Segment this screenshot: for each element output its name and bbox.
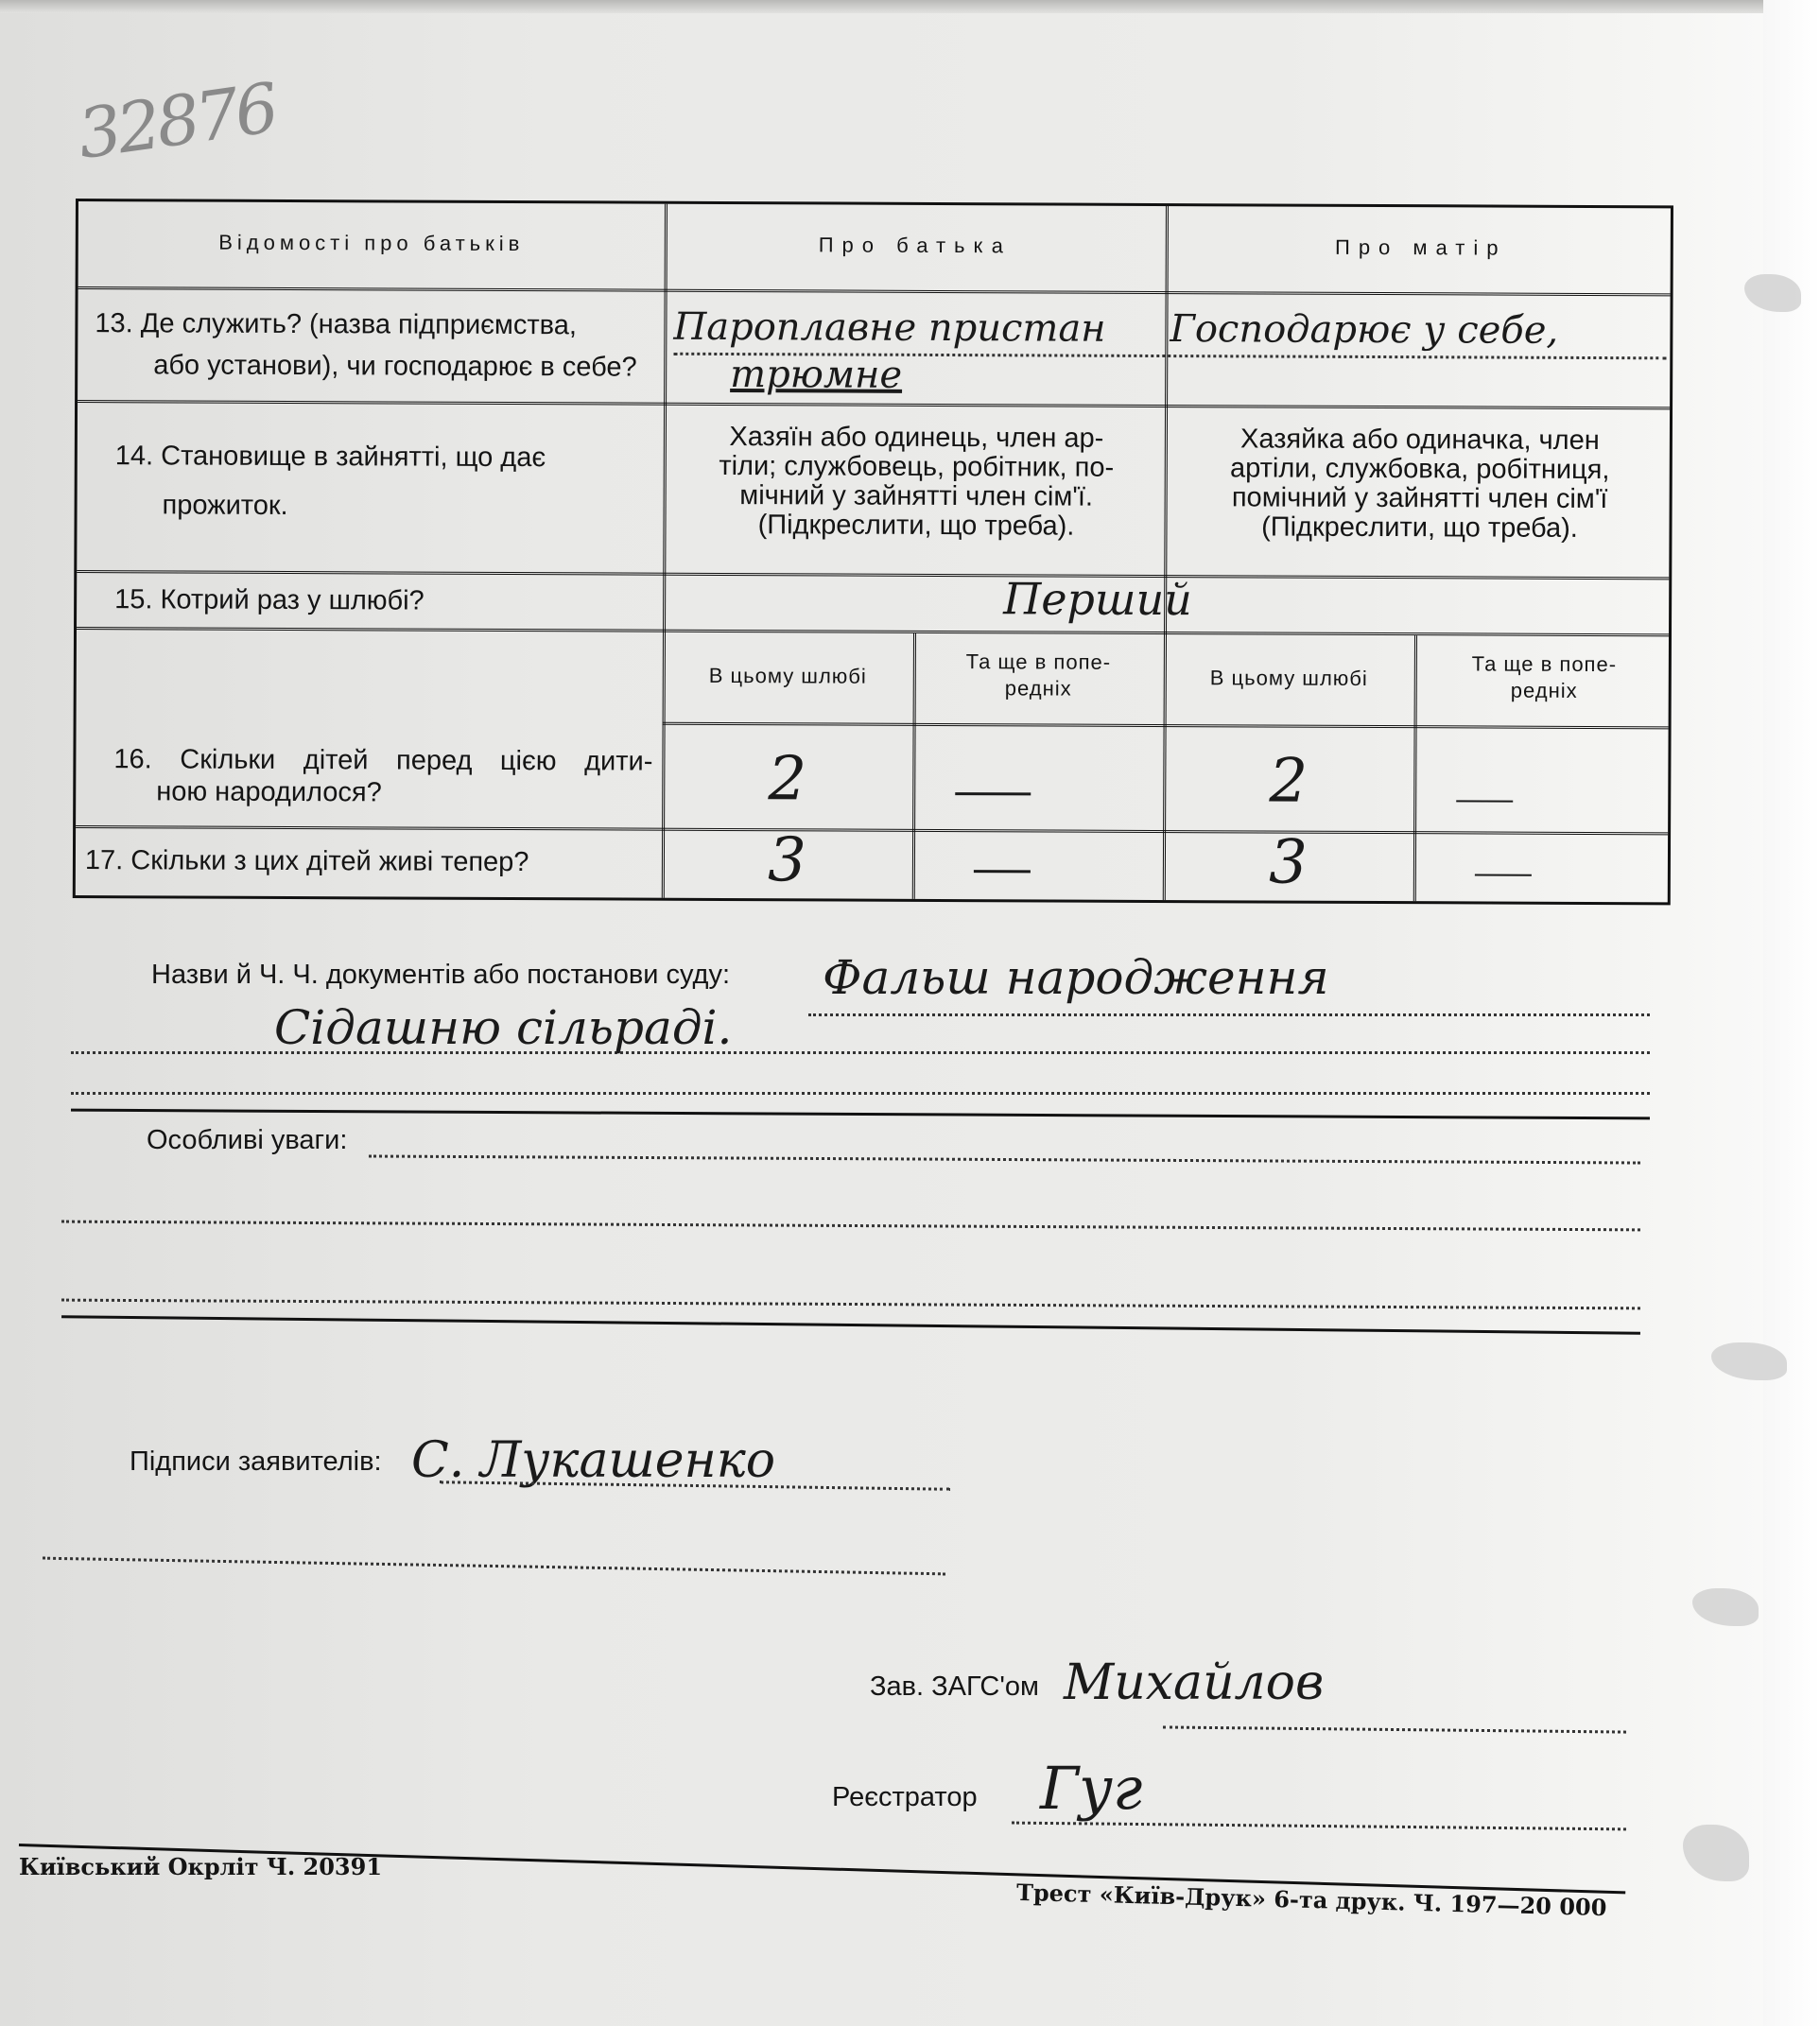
question-13-line2: або установи), чи господарює в себе? — [153, 350, 637, 383]
table-row-14 — [77, 403, 1670, 580]
father-option-line: мічний у зайнятті член сім'ї. — [739, 480, 1094, 512]
table-row-13 — [78, 289, 1671, 409]
footer-printer-left: Київський Окрліт Ч. 20391 — [19, 1853, 383, 1880]
notes-label: Особливі уваги: — [147, 1125, 348, 1155]
question-17: 17. Скільки з цих дітей живі тепер? — [84, 845, 529, 878]
notes-dotted-line-1 — [369, 1154, 1640, 1164]
father-children-previous-dash — [955, 792, 1031, 795]
section-divider — [61, 1315, 1640, 1334]
father-alive-previous-dash — [974, 870, 1031, 873]
documents-handwritten-2: Сідашню сільраді. — [274, 1000, 733, 1055]
parents-info-table — [73, 199, 1673, 905]
documents-handwritten-1: Фальш народження — [823, 950, 1329, 1005]
header-about-father: Про батька — [818, 233, 1012, 258]
paper-tear — [1692, 1588, 1759, 1626]
table-row-15 — [77, 573, 1669, 636]
applicants-signature: С. Лукашенко — [411, 1432, 776, 1489]
header-about-mother: Про матір — [1334, 234, 1507, 260]
question-14 — [114, 431, 644, 531]
mother-option-line: (Підкреслити, що треба). — [1261, 511, 1578, 544]
registrar-label: Реєстратор — [832, 1782, 978, 1812]
footer-printer-right: Трест «Київ-Друк» 6-та друк. Ч. 197—20 000 — [1015, 1878, 1607, 1922]
question-13-line1: 13. Де служить? (назва підприємства, — [95, 308, 578, 341]
table-row-17 — [76, 825, 1668, 905]
father-option-line: Хазяїн або одинець, член ар- — [729, 422, 1104, 454]
applicants-dotted-line-2 — [43, 1557, 945, 1576]
marriage-count-answer: Перший — [1003, 573, 1192, 626]
scan-top-shadow — [0, 0, 1820, 13]
table-header-row — [78, 201, 1671, 296]
notes-dotted-line-2 — [61, 1221, 1640, 1232]
father-option-line: (Підкреслити, що треба). — [757, 510, 1075, 542]
subheader-line: Та ще в попе- — [965, 649, 1112, 674]
zags-head-dotted-line — [1163, 1725, 1626, 1733]
question-14-line2: прожиток. — [162, 490, 288, 521]
question-16-line2: ною народилося? — [156, 776, 382, 808]
zags-head-signature: Михайлов — [1064, 1654, 1325, 1711]
paper-tear — [1744, 274, 1801, 312]
mother-workplace-answer: Господарює у себе, — [1170, 307, 1559, 353]
documents-label: Назви й Ч. Ч. документів або постанови суду: — [151, 960, 731, 990]
mother-alive-previous-dash — [1475, 874, 1532, 875]
mother-employment-options — [1183, 424, 1656, 544]
subheader-mother-this-marriage: В цьому шлюбі — [1209, 666, 1368, 690]
mother-option-line: артіли, службовка, робітниця, — [1229, 453, 1610, 486]
table-row-16 — [76, 630, 1669, 835]
subheader-line: редніх — [1510, 678, 1578, 702]
header-info-about-parents: Відомості про батьків — [218, 230, 525, 256]
question-15: 15. Котрий раз у шлюбі? — [114, 584, 425, 616]
applicants-signature-label: Підписи заявителів: — [130, 1446, 382, 1477]
father-employment-options — [682, 423, 1151, 542]
mother-children-alive-this-marriage: 3 — [1268, 827, 1308, 898]
question-16-line1: 16. Скільки дітей перед цією дити- — [113, 744, 653, 777]
question-14-line1: 14. Становище в зайнятті, що дає — [114, 441, 546, 474]
subheader-line: Та ще в попе- — [1471, 651, 1618, 677]
question-13 — [95, 303, 662, 389]
subheader-line: редніх — [1004, 676, 1072, 701]
mother-children-previous-dash — [1456, 800, 1513, 802]
father-workplace-answer-line2: трюмне — [730, 353, 903, 397]
paper-tear — [1711, 1342, 1787, 1380]
registrar-signature: Гуг — [1040, 1754, 1143, 1823]
mother-children-this-marriage: 2 — [1269, 746, 1309, 817]
father-children-alive-this-marriage: 3 — [767, 825, 806, 896]
father-option-line: тіли; службовець, робітник, по- — [719, 450, 1115, 483]
mother-option-line: Хазяйка або одиначка, член — [1239, 424, 1600, 457]
archive-number: 32876 — [73, 67, 280, 175]
question-16 — [113, 743, 652, 809]
documents-dotted-line-3 — [71, 1092, 1650, 1095]
father-workplace-answer: Пароплавне пристан — [673, 304, 1106, 351]
section-divider — [71, 1109, 1650, 1120]
notes-dotted-line-3 — [61, 1299, 1640, 1310]
paper-tear — [1683, 1825, 1749, 1881]
mother-option-line: помічний у зайнятті член сім'ї — [1231, 482, 1608, 515]
father-children-this-marriage: 2 — [768, 744, 807, 815]
zags-head-label: Зав. ЗАГС'ом — [870, 1671, 1039, 1702]
documents-dotted-line-1 — [808, 1013, 1650, 1016]
registrar-dotted-line — [1012, 1822, 1626, 1831]
subheader-father-this-marriage: В цьому шлюбі — [708, 663, 867, 688]
